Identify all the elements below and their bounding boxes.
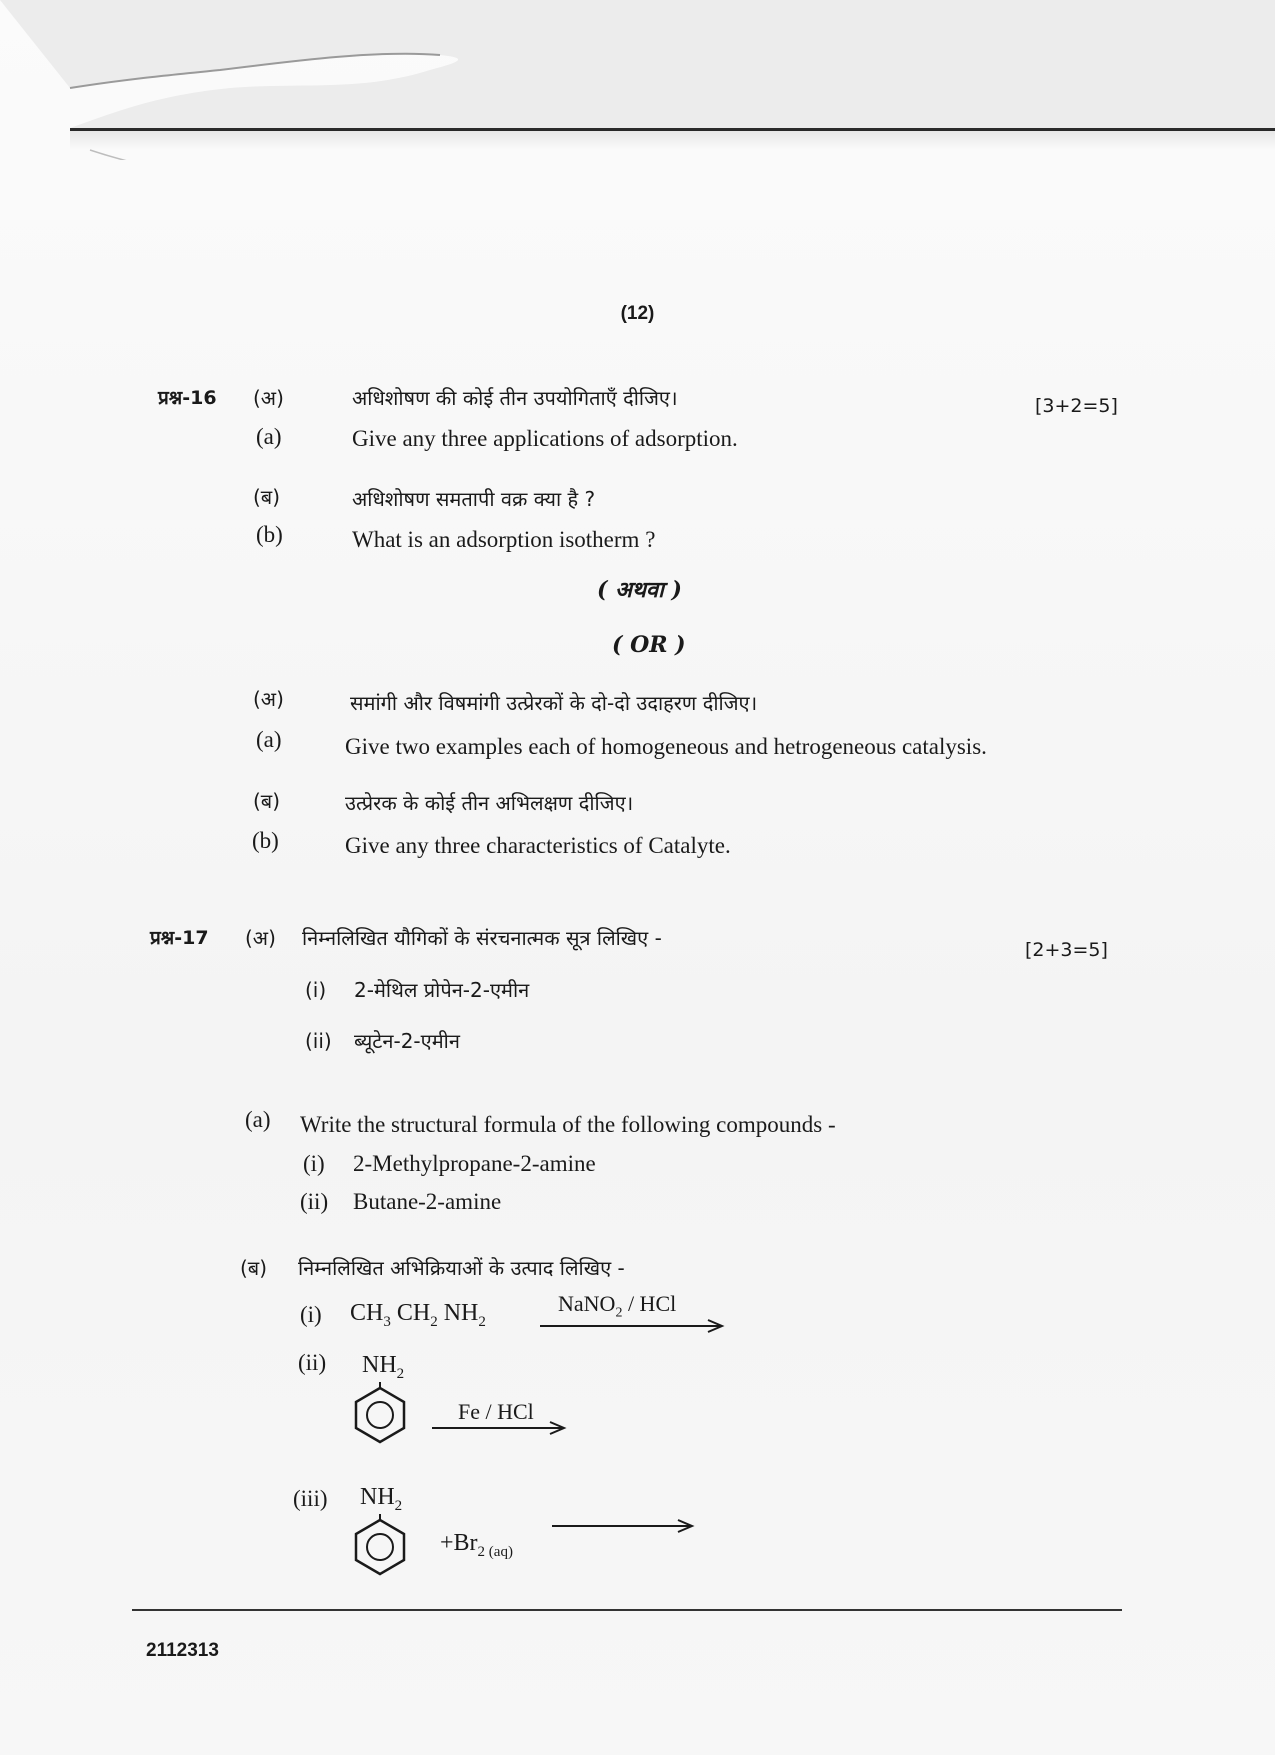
reaction-3-benzene-ring bbox=[350, 1512, 410, 1580]
q16-alt-b-en-text: Give any three characteristics of Catalyte. bbox=[345, 833, 731, 858]
paper-code: 2112313 bbox=[146, 1640, 219, 1661]
q17-a-hi-item-1-marker: (i) bbox=[305, 978, 327, 1002]
q17-a-hi-item-2-text: ब्यूटेन-2-एमीन bbox=[354, 1029, 460, 1053]
q16-b-hi-marker: (ब) bbox=[253, 485, 281, 509]
q16-a-en-marker: (a) bbox=[256, 424, 282, 449]
q16-alt-b-hi-text: उत्प्रेरक के कोई तीन अभिलक्षण दीजिए। bbox=[345, 791, 634, 815]
question-16-label: प्रश्न-16 bbox=[158, 387, 217, 409]
reaction-1-reactant: $CH_3$ $CH_2$ $NH_2$ bbox=[350, 1300, 486, 1330]
page-number: (12) bbox=[620, 303, 655, 324]
question-17-label: प्रश्न-17 bbox=[150, 927, 209, 949]
q17-b-hi-text: निम्नलिखित अभिक्रियाओं के उत्पाद लिखिए - bbox=[298, 1256, 625, 1280]
footer-rule bbox=[132, 1609, 1122, 1611]
reaction-2-marker: (ii) bbox=[298, 1350, 327, 1375]
reaction-1-reagent: NaNO$_2$ / HCl bbox=[558, 1291, 677, 1321]
reaction-3-reagent: $+Br_{2 (aq)}$ bbox=[440, 1530, 513, 1560]
q17-a-hi-item-2-marker: (ii) bbox=[305, 1029, 332, 1053]
q17-b-hi-marker: (ब) bbox=[240, 1256, 268, 1280]
q16-b-en-text: What is an adsorption isotherm ? bbox=[352, 527, 656, 552]
or-english: ( OR ) bbox=[612, 632, 686, 658]
q17-a-en-item-2-text: Butane-2-amine bbox=[353, 1189, 502, 1214]
q17-a-en-text: Write the structural formula of the following compounds - bbox=[300, 1112, 836, 1137]
q16-alt-a-en-text: Give two examples each of homogeneous and hetrogeneous catalysis. bbox=[345, 734, 987, 759]
q17-a-en-item-2-marker: (ii) bbox=[300, 1189, 329, 1214]
reaction-1-marker: (i) bbox=[300, 1302, 322, 1327]
or-hindi: ( अथवा ) bbox=[597, 577, 682, 603]
q16-a-hi-marker: (अ) bbox=[253, 386, 284, 410]
q16-b-en-marker: (b) bbox=[256, 522, 283, 547]
q16-b-hi-text: अधिशोषण समतापी वक्र क्या है ? bbox=[352, 487, 596, 511]
page-edge-shadow bbox=[70, 130, 1275, 150]
q16-a-hi-text: अधिशोषण की कोई तीन उपयोगिताएँ दीजिए। bbox=[352, 386, 678, 410]
q16-alt-a-hi-text: समांगी और विषमांगी उत्प्रेरकों के दो-दो उदाहरण दीजिए। bbox=[350, 691, 758, 715]
q17-marks: [2+3=5] bbox=[1025, 939, 1108, 961]
q17-a-en-marker: (a) bbox=[245, 1107, 271, 1132]
q17-a-en-item-1-marker: (i) bbox=[303, 1151, 325, 1176]
reaction-2-benzene-ring bbox=[350, 1380, 410, 1448]
reaction-1-arrow bbox=[540, 1318, 730, 1334]
q17-a-hi-marker: (अ) bbox=[245, 926, 276, 950]
q16-alt-b-hi-marker: (ब) bbox=[253, 789, 281, 813]
q16-marks: [3+2=5] bbox=[1035, 395, 1118, 417]
reaction-2-arrow bbox=[432, 1420, 572, 1436]
reaction-2-substituent: $NH_2$ bbox=[362, 1352, 405, 1382]
q17-a-hi-text: निम्नलिखित यौगिकों के संरचनात्मक सूत्र लिखिए - bbox=[302, 926, 662, 950]
reaction-3-marker: (iii) bbox=[293, 1486, 328, 1511]
q17-a-hi-item-1-text: 2-मेथिल प्रोपेन-2-एमीन bbox=[354, 978, 530, 1002]
reaction-2-reagent: Fe / HCl bbox=[458, 1399, 534, 1424]
reaction-3-arrow bbox=[552, 1518, 702, 1534]
q16-alt-b-en-marker: (b) bbox=[252, 828, 279, 853]
q16-alt-a-en-marker: (a) bbox=[256, 727, 282, 752]
q17-a-en-item-1-text: 2-Methylpropane-2-amine bbox=[353, 1151, 596, 1176]
q16-a-en-text: Give any three applications of adsorption. bbox=[352, 426, 738, 451]
reaction-3-substituent: $NH_2$ bbox=[360, 1484, 403, 1514]
q16-alt-a-hi-marker: (अ) bbox=[253, 687, 284, 711]
